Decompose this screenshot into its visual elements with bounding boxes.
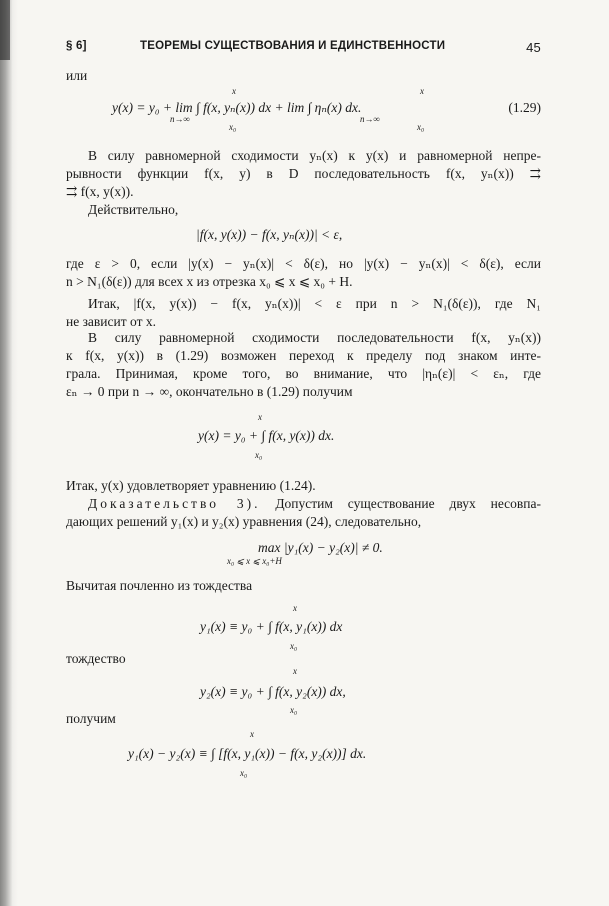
p3-line1: где ε > 0, если |y(x) − yₙ(x)| < δ(ε), но |y(x) − yₙ(x)| < δ(ε), если	[66, 256, 541, 271]
int5-lower: x₀	[290, 705, 298, 715]
p9: тождество	[66, 651, 126, 666]
text-ili: или	[66, 68, 88, 83]
equation-difference: y₁(x) − y₂(x) ≡ ∫ [f(x, y₁(x)) − f(x, y₂(x))] dx.	[128, 746, 367, 761]
lim2-sub: n→∞	[360, 114, 380, 124]
section-number: § 6]	[66, 40, 87, 52]
p7-line1-rest: Допустим существование двух несовпа-	[260, 496, 541, 511]
equation-inequality: |f(x, y(x)) − f(x, yₙ(x))| < ε,	[196, 227, 343, 242]
running-title: ТЕОРЕМЫ СУЩЕСТВОВАНИЯ И ЕДИНСТВЕННОСТИ	[140, 40, 446, 52]
p1-line3: ⇉ f(x, y(x)).	[66, 184, 134, 199]
p1-line1: В силу равномерной сходимости yₙ(x) к y(x) и равномерной непре-	[88, 148, 541, 163]
p7-line2: дающих решений y₁(x) и y₂(x) уравнения (24), следовательно,	[66, 514, 422, 529]
eq129-number: (1.29)	[508, 100, 541, 115]
int1-upper: x	[232, 86, 236, 96]
p5-line4: εₙ → 0 при n → ∞, окончательно в (1.29) получим	[66, 384, 353, 399]
int4-upper: x	[293, 603, 297, 613]
eq129-text: y(x) = y₀ + lim ∫ f(x, yₙ(x)) dx + lim ∫ ηₙ(x) dx.	[112, 100, 362, 115]
int3-lower: x₀	[255, 450, 263, 460]
int2-lower: x₀	[417, 122, 425, 132]
p3-line2: n > N₁(δ(ε)) для всех x из отрезка x₀ ⩽ x ⩽ x₀ + H.	[66, 274, 353, 289]
p5-line3: грала. Принимая, кроме того, во внимание, что |ηₙ(ε)| < εₙ, где	[66, 366, 541, 381]
int2-upper: x	[420, 86, 424, 96]
p10: получим	[66, 711, 116, 726]
equation-max: max |y₁(x) − y₂(x)| ≠ 0.	[258, 540, 383, 555]
page-corner-shadow	[0, 0, 10, 60]
p1-line2: рывности функции f(x, y) в D последовательность f(x, yₙ(x)) ⇉	[66, 166, 541, 181]
page-left-shadow	[0, 0, 18, 906]
equation-y1: y₁(x) ≡ y₀ + ∫ f(x, y₁(x)) dx	[200, 619, 343, 634]
p6: Итак, y(x) удовлетворяет уравнению (1.24).	[66, 478, 316, 493]
p4-line1: Итак, |f(x, y(x)) − f(x, yₙ(x))| < ε при n > N₁(δ(ε)), где N₁	[88, 296, 541, 311]
p7-line1	[66, 496, 541, 512]
int5-upper: x	[293, 666, 297, 676]
p2: Действительно,	[88, 202, 179, 217]
int6-upper: x	[250, 729, 254, 739]
lim1-sub: n→∞	[170, 114, 190, 124]
proof-label: Доказательство 3).	[88, 496, 261, 511]
p5-line2: к f(x, y(x)) в (1.29) возможен переход к пределу под знаком инте-	[66, 348, 541, 363]
p5-line1: В силу равномерной сходимости последовательности f(x, yₙ(x))	[88, 330, 541, 345]
p4-line2: не зависит от x.	[66, 314, 156, 329]
page-number: 45	[526, 40, 541, 55]
max-subscript: x₀ ⩽ x ⩽ x₀+H	[227, 556, 282, 566]
equation-final: y(x) = y₀ + ∫ f(x, y(x)) dx.	[198, 428, 335, 443]
int3-upper: x	[258, 412, 262, 422]
running-header	[66, 40, 541, 60]
int1-lower: x₀	[229, 122, 237, 132]
int6-lower: x₀	[240, 768, 248, 778]
int4-lower: x₀	[290, 641, 298, 651]
p8: Вычитая почленно из тождества	[66, 578, 253, 593]
equation-y2: y₂(x) ≡ y₀ + ∫ f(x, y₂(x)) dx,	[200, 684, 346, 699]
